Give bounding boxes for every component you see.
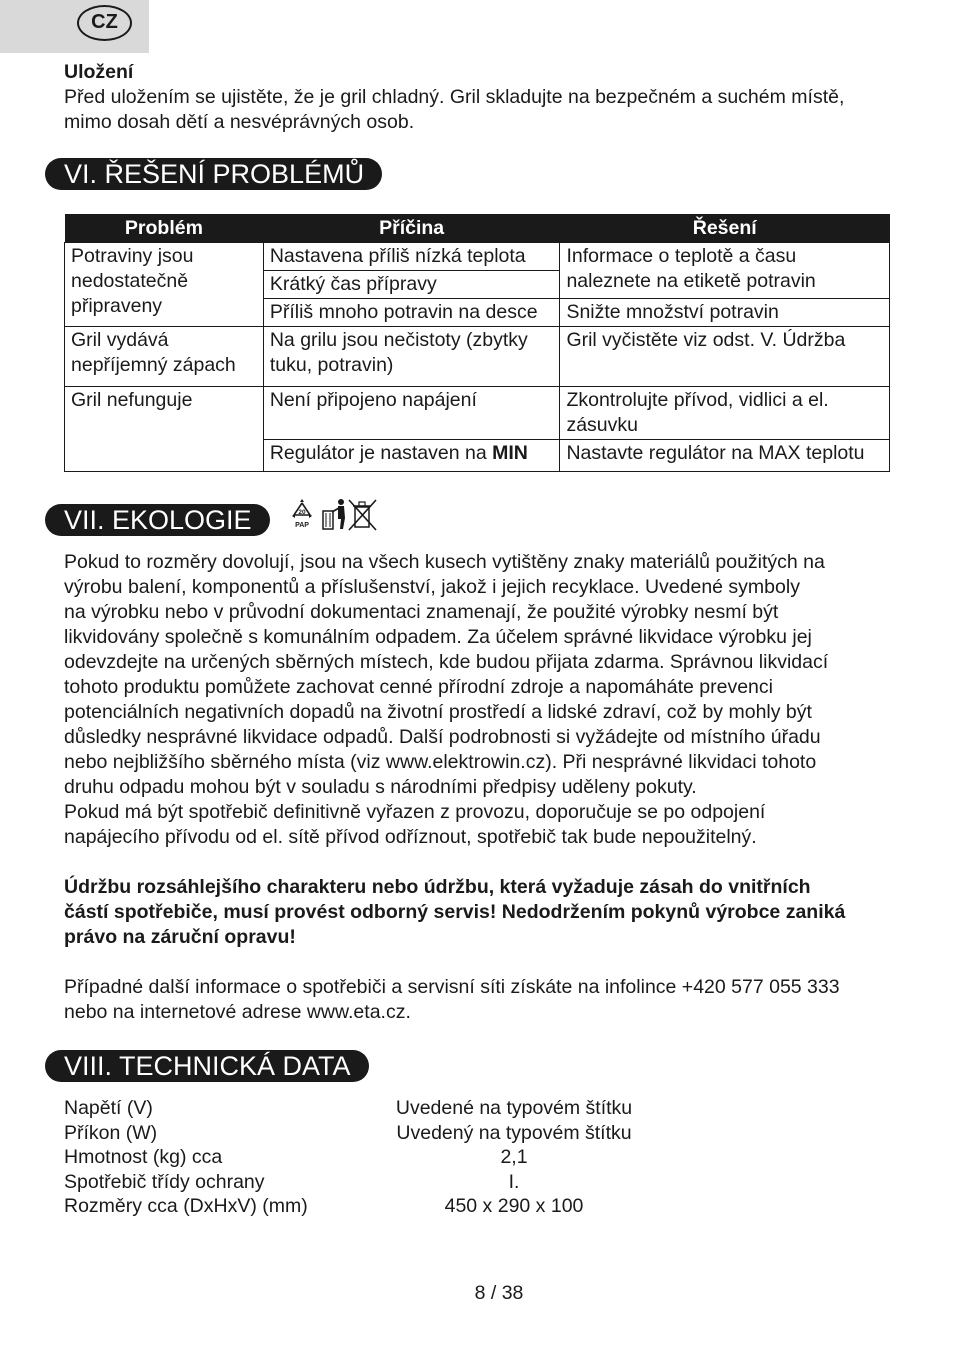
- cause-cell: [263, 440, 560, 472]
- tech-label: Rozměry cca (DxHxV) (mm): [64, 1195, 308, 1217]
- technical-data-list: [64, 1096, 764, 1219]
- problem-cell: Gril vydává nepříjemný zápach: [65, 327, 264, 387]
- tidyman-icon: [323, 499, 345, 529]
- storage-title: Uložení: [64, 61, 134, 83]
- table-row: [65, 327, 890, 387]
- warning-line: částí spotřebiče, musí provést odborný servis! Nedodržením pokynů výrobce zaniká: [64, 901, 846, 923]
- ecology-line: Pokud má být spotřebič definitivně vyřazen z provozu, doporučuje se po odpojení: [64, 801, 766, 823]
- table-header-problem: Problém: [65, 214, 264, 243]
- section-heading-ecology: VII. EKOLOGIE: [45, 504, 270, 536]
- page-number: 8 / 38: [474, 1282, 524, 1304]
- solution-cell: Zkontrolujte přívod, vidlici a el. zásuvku: [560, 387, 890, 440]
- tech-row: [64, 1194, 764, 1219]
- tech-row: [64, 1170, 764, 1195]
- tech-row: [64, 1145, 764, 1170]
- problem-cell: Potraviny jsou nedostatečně připraveny: [65, 243, 264, 327]
- cause-cell: Krátký čas přípravy: [263, 271, 560, 299]
- tech-value: 450 x 290 x 100: [444, 1195, 584, 1217]
- cause-cell: Příliš mnoho potravin na desce: [263, 299, 560, 327]
- recycling-pap-20-icon: [292, 499, 312, 529]
- problem-cell: Gril nefunguje: [65, 387, 264, 472]
- solution-cell: Snižte množství potravin: [560, 299, 890, 327]
- recycle-code: 20: [298, 509, 306, 516]
- language-badge: CZ: [77, 5, 132, 41]
- troubleshooting-table: [64, 214, 890, 472]
- cause-text-bold: MIN: [492, 442, 528, 464]
- warning-line: právo na záruční opravu!: [64, 926, 296, 948]
- solution-cell: Gril vyčistěte viz odst. V. Údržba: [560, 327, 890, 387]
- tech-value: I.: [508, 1170, 520, 1193]
- ecology-line: potenciálních negativních dopadů na životní prostředí a lidské zdraví, což by mohly být: [64, 701, 812, 723]
- tech-value: 2,1: [500, 1146, 528, 1168]
- ecology-text: [64, 550, 894, 850]
- table-row: [65, 243, 890, 271]
- ecology-line: důsledky nesprávné likvidace odpadů. Další podrobnosti si vyžádejte od místního úřadu: [64, 726, 821, 748]
- service-warning: [64, 875, 894, 950]
- recycle-material: PAP: [295, 522, 309, 529]
- ecology-line: výrobu balení, komponentů a příslušenství, jakož i jejich recyklace. Uvedené symboly: [64, 576, 800, 598]
- ecology-line: odevzdejte na určených sběrných místech, kde budou přijata zdarma. Správnou likvidací: [64, 651, 829, 673]
- cause-cell: Nastavena příliš nízká teplota: [263, 243, 560, 271]
- tech-label: Spotřebič třídy ochrany: [64, 1170, 265, 1193]
- tech-label: Příkon (W): [64, 1121, 158, 1144]
- table-row: [65, 387, 890, 440]
- eco-symbols: [288, 497, 382, 535]
- tech-row: [64, 1121, 764, 1146]
- ecology-line: nebo nejbližšího sběrného místa (viz www.elektrowin.cz). Při nesprávné likvidaci tohoto: [64, 751, 817, 773]
- table-header-row: [65, 214, 890, 243]
- storage-line: mimo dosah dětí a nesvéprávných osob.: [64, 111, 415, 133]
- section-heading-troubleshooting: VI. ŘEŠENÍ PROBLÉMŮ: [45, 158, 382, 190]
- cause-cell: Není připojeno napájení: [263, 387, 560, 440]
- section-heading-technical: VIII. TECHNICKÁ DATA: [45, 1050, 369, 1082]
- tech-row: [64, 1096, 764, 1121]
- table-header-solution: Řešení: [560, 214, 890, 243]
- ecology-line: tohoto produktu pomůžete zachovat cenné přírodní zdroje a napomáháte prevenci: [64, 676, 773, 698]
- ecology-line: napájecího přívodu od el. sítě přívod odříznout, spotřebič tak bude nepoužitelný.: [64, 826, 757, 848]
- storage-line: Před uložením se ujistěte, že je gril chladný. Gril skladujte na bezpečném a suchém místě,: [64, 86, 845, 108]
- table-header-cause: Příčina: [263, 214, 560, 243]
- cause-text: Regulátor je nastaven na: [269, 442, 493, 464]
- crossed-bin-icon: [349, 500, 376, 530]
- cause-cell: Na grilu jsou nečistoty (zbytky tuku, potravin): [263, 327, 560, 387]
- tech-value: Uvedené na typovém štítku: [395, 1097, 633, 1119]
- warning-line: Údržbu rozsáhlejšího charakteru nebo údržbu, která vyžaduje zásah do vnitřních: [64, 876, 811, 898]
- solution-cell: Informace o teplotě a času naleznete na etiketě potravin: [560, 243, 890, 299]
- ecology-line: likvidovány společně s komunálním odpadem. Za účelem správné likvidace výrobku jej: [64, 626, 812, 648]
- storage-text: [64, 85, 894, 135]
- contact-info: [64, 975, 894, 1025]
- info-line: nebo na internetové adrese www.eta.cz.: [64, 1001, 411, 1023]
- ecology-line: druhu odpadu mohou být v souladu s národními předpisy uděleny pokuty.: [64, 776, 697, 798]
- ecology-line: na výrobku nebo v průvodní dokumentaci znamenají, že použité výrobky nesmí být: [64, 601, 779, 623]
- tech-label: Hmotnost (kg) cca: [64, 1146, 223, 1168]
- info-line: Případné další informace o spotřebiči a servisní síti získáte na infolince +420 577 055 333: [64, 976, 840, 998]
- tech-value: Uvedený na typovém štítku: [396, 1121, 632, 1144]
- tech-label: Napětí (V): [64, 1097, 153, 1119]
- solution-cell: Nastavte regulátor na MAX teplotu: [560, 440, 890, 472]
- ecology-line: Pokud to rozměry dovolují, jsou na všech kusech vytištěny znaky materiálů použitých na: [64, 551, 825, 573]
